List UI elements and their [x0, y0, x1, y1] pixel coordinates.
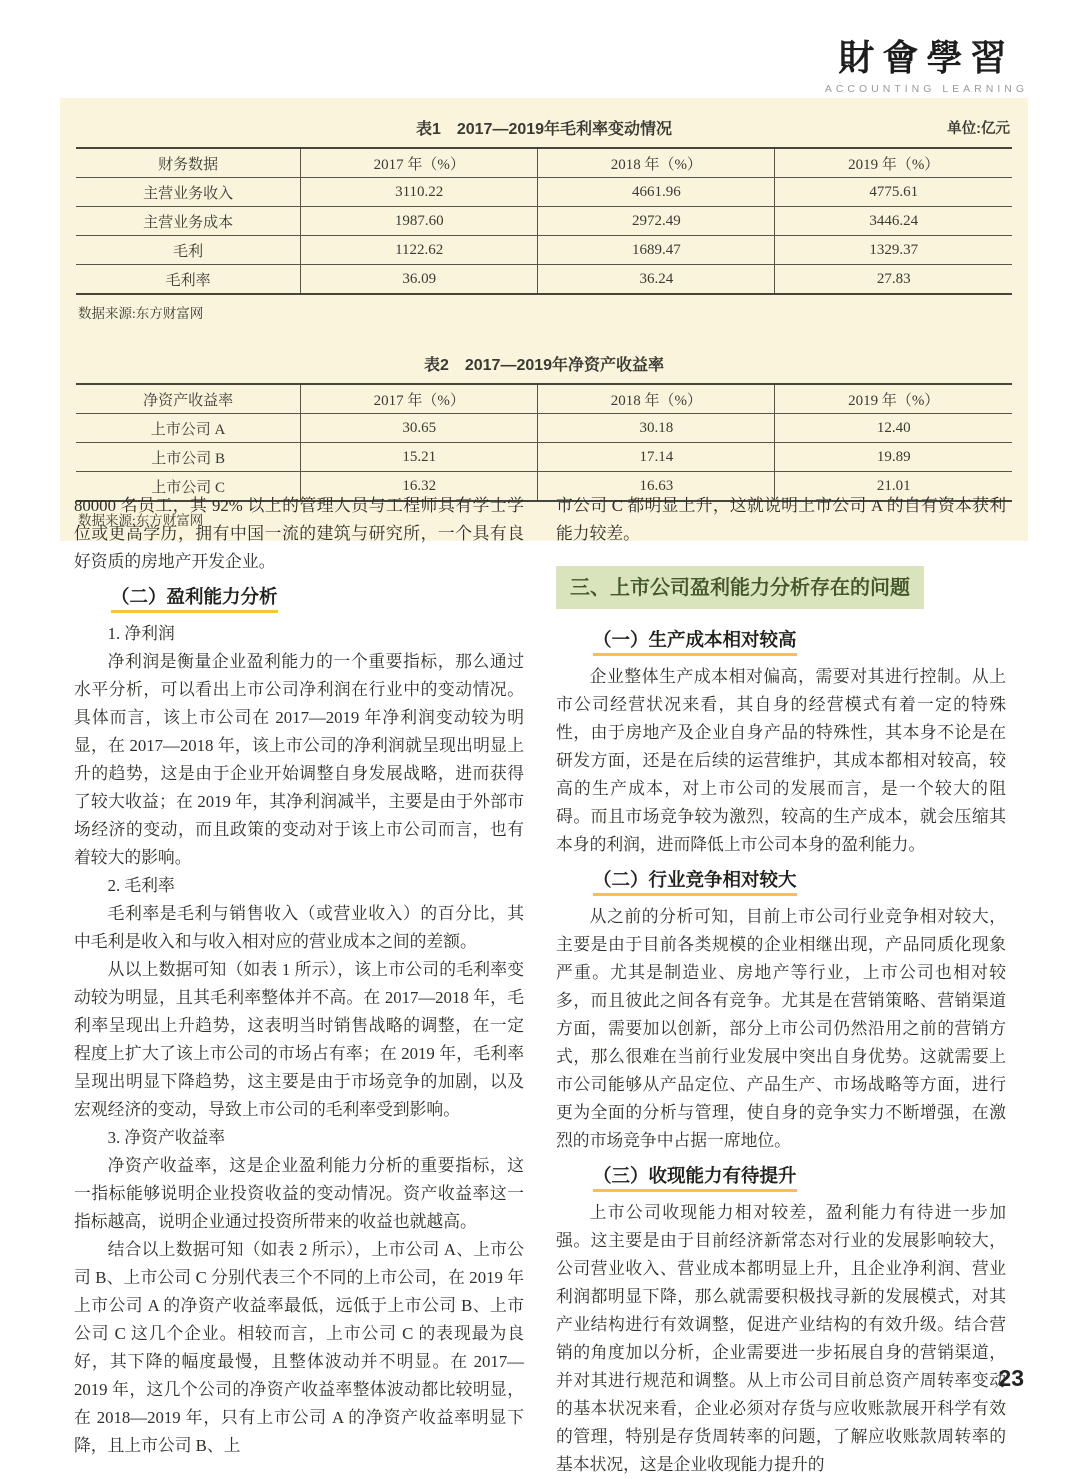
paragraph: 净资产收益率，这是企业盈利能力分析的重要指标，这一指标能够说明企业投资收益的变动情况。资产收益率这一指标越高，说明企业通过投资所带来的收益也就越高。 — [74, 1156, 524, 1231]
subsection-heading-industry-competition: （二）行业竞争相对较大 — [556, 865, 1006, 895]
table1-cell: 1987.60 — [301, 207, 538, 236]
table1-header-row — [76, 148, 1012, 178]
paragraph: 毛利率是毛利与销售收入（或营业收入）的百分比，其中毛利是收入和与收入相对应的营业成本之间的差额。 — [74, 904, 524, 951]
subsection-heading-production-cost: （一）生产成本相对较高 — [556, 625, 1006, 655]
table2-header-cell: 2018 年（%） — [538, 384, 775, 414]
paragraph: 上市公司收现能力相对较差，盈利能力有待进一步加强。这主要是由于目前经济新常态对行业的发展影响较大，公司营业收入、营业成本都明显上升，且企业净利润、营业利润都明显下降，那么就需要积极找寻新的发展模式，对其产业结构进行有效调整，促进产业结构的有效升级。结合营销的角度加以分析，企业需要进一步拓展自身的营销渠道，并对其进行规范和调整。从上市公司目前总资产周转率变动的基本状况来看，企业必须对存货与应收账款展开科学有效的管理，特别是存货周转率的问题，了解应收账款周转率的基本状况，这是企业收现能力提升的 — [556, 1203, 1006, 1474]
table1-caption — [76, 116, 1012, 139]
table-row — [76, 443, 1012, 472]
subsection-heading-profitability: （二）盈利能力分析 — [74, 582, 524, 612]
table2-cell: 21.01 — [775, 472, 1012, 502]
table-row — [76, 265, 1012, 295]
table1-header-cell: 2018 年（%） — [538, 148, 775, 178]
paragraph: 市公司 C 都明显上升，这就说明上市公司 A 的自有资本获利能力较差。 — [556, 496, 1006, 543]
table1-cell: 1329.37 — [775, 236, 1012, 265]
table2 — [76, 383, 1012, 502]
table1-header-cell: 财务数据 — [76, 148, 301, 178]
table-row — [76, 236, 1012, 265]
paragraph: 从以上数据可知（如表 1 所示），该上市公司的毛利率变动较为明显，且其毛利率整体并不高。在 2017—2018 年，毛利率呈现出上升趋势，这表明当时销售战略的调整，在一定程度上扩大了该上市公司的市场占有率；在 2019 年，毛利率呈现出明显下降趋势，这主要是由于市场竞争的加剧，以及宏观经济的变动，导致上市公司的毛利率受到影响。 — [74, 960, 524, 1119]
table1-header-cell: 2017 年（%） — [301, 148, 538, 178]
table1-cell: 主营业务收入 — [76, 178, 301, 207]
table1-cell: 27.83 — [775, 265, 1012, 295]
paragraph: 结合以上数据可知（如表 2 所示），上市公司 A、上市公司 B、上市公司 C 分别代表三个不同的上市公司，在 2019 年上市公司 A 的净资产收益率最低，远低于上市公司 B、上市公司 C 这几个企业。相较而言，上市公司 C 的表现最为良好，其下降的幅度最慢，且整体波动并不明显。在 2017—2019 年，这几个公司的净资产收益率整体波动都比较明显，在 2018—2019 年，只有上市公司 A 的净资产收益率明显下降，且上市公司 B、上 — [74, 1240, 524, 1455]
table2-cell: 17.14 — [538, 443, 775, 472]
table2-cell: 30.18 — [538, 414, 775, 443]
page-number: 23 — [998, 1365, 1024, 1391]
paragraph: 80000 名员工，其 92% 以上的管理人员与工程师具有学士学位或更高学历，拥有中国一流的建筑与研究所，一个具有良好资质的房地产开发企业。 — [74, 496, 524, 571]
table1-header-cell: 2019 年（%） — [775, 148, 1012, 178]
table1 — [76, 147, 1012, 295]
table2-header-cell: 2017 年（%） — [301, 384, 538, 414]
table1-unit: 单位:亿元 — [947, 121, 1010, 137]
table1-cell: 1122.62 — [301, 236, 538, 265]
journal-masthead — [825, 30, 1028, 95]
table1-cell: 36.24 — [538, 265, 775, 295]
table2-cell: 15.21 — [301, 443, 538, 472]
table-row — [76, 178, 1012, 207]
table2-header-cell: 净资产收益率 — [76, 384, 301, 414]
table1-cell: 2972.49 — [538, 207, 775, 236]
left-column — [74, 492, 524, 1460]
table2-cell: 12.40 — [775, 414, 1012, 443]
table2-cell: 上市公司 A — [76, 414, 301, 443]
section-heading-badge: 三、上市公司盈利能力分析存在的问题 — [556, 566, 924, 609]
table1-cell: 3446.24 — [775, 207, 1012, 236]
table2-header-row — [76, 384, 1012, 414]
paragraph: 企业整体生产成本相对偏高，需要对其进行控制。从上市公司经营状况来看，其自身的经营模式有着一定的特殊性，由于房地产及企业自身产品的特殊性，其本身不论是在研发方面，还是在后续的运营维护，其成本都相对较高，较高的生产成本，对上市公司的发展而言，是一个较大的阻碍。而且市场竞争较为激烈，较高的生产成本，就会压缩其本身的利润，进而降低上市公司本身的盈利能力。 — [556, 667, 1006, 854]
table1-cell: 4661.96 — [538, 178, 775, 207]
table1-cell: 4775.61 — [775, 178, 1012, 207]
table1-cell: 主营业务成本 — [76, 207, 301, 236]
table1-source: 数据来源:东方财富网 — [78, 306, 204, 321]
panel-gap — [76, 322, 1012, 348]
section-heading-problems — [556, 566, 1006, 609]
tables-panel — [60, 98, 1028, 541]
table2-title: 表2 2017—2019年净资产收益率 — [423, 357, 665, 374]
table1-cell: 1689.47 — [538, 236, 775, 265]
journal-logo-subtitle: ACCOUNTING LEARNING — [824, 83, 1028, 95]
table2-cell: 上市公司 B — [76, 443, 301, 472]
numbered-subhead-roe: 3. 净资产收益率 — [107, 1128, 226, 1147]
table2-cell: 19.89 — [775, 443, 1012, 472]
table1-title: 表1 2017—2019年毛利率变动情况 — [415, 121, 673, 138]
table2-cell: 16.63 — [538, 472, 775, 502]
table1-cell: 3110.22 — [301, 178, 538, 207]
table-row — [76, 207, 1012, 236]
paragraph: 净利润是衡量企业盈利能力的一个重要指标，那么通过水平分析，可以看出上市公司净利润在行业中的变动情况。具体而言，该上市公司在 2017—2019 年净利润变动较为明显，在 2017—2018 年，该上市公司的净利润就呈现出明显上升的趋势，这是由于企业开始调整自身发展战略，进而获得了较大收益；在 2019 年，其净利润减半，主要是由于外部市场经济的变动，而且政策的变动对于该上市公司而言，也有着较大的影响。 — [74, 652, 524, 867]
table1-cell: 毛利率 — [76, 265, 301, 295]
table2-cell: 上市公司 C — [76, 472, 301, 502]
right-column — [556, 492, 1006, 1479]
paragraph: 从之前的分析可知，目前上市公司行业竞争相对较大，主要是由于目前各类规模的企业相继出现，产品同质化现象严重。尤其是制造业、房地产等行业，上市公司也相对较多，而且彼此之间各有竞争。尤其是在营销策略、营销渠道方面，需要加以创新，部分上市公司仍然沿用之前的营销方式，那么很难在当前行业发展中突出自身优势。这就需要上市公司能够从产品定位、产品生产、市场战略等方面，进行更为全面的分析与管理，使自身的竞争实力不断增强，在激烈的市场竞争中占据一席地位。 — [556, 907, 1006, 1150]
journal-logo: 財會學習 — [838, 37, 1015, 79]
table-row — [76, 414, 1012, 443]
table2-cell: 30.65 — [301, 414, 538, 443]
numbered-subhead-net-profit: 1. 净利润 — [107, 624, 175, 643]
table2-caption — [76, 352, 1012, 375]
table2-cell: 16.32 — [301, 472, 538, 502]
subsection-heading-cash-collection: （三）收现能力有待提升 — [556, 1161, 1006, 1191]
numbered-subhead-gross-margin: 2. 毛利率 — [107, 876, 175, 895]
table1-cell: 毛利 — [76, 236, 301, 265]
table2-header-cell: 2019 年（%） — [775, 384, 1012, 414]
table1-cell: 36.09 — [301, 265, 538, 295]
table2-source: 数据来源:东方财富网 — [78, 513, 204, 528]
